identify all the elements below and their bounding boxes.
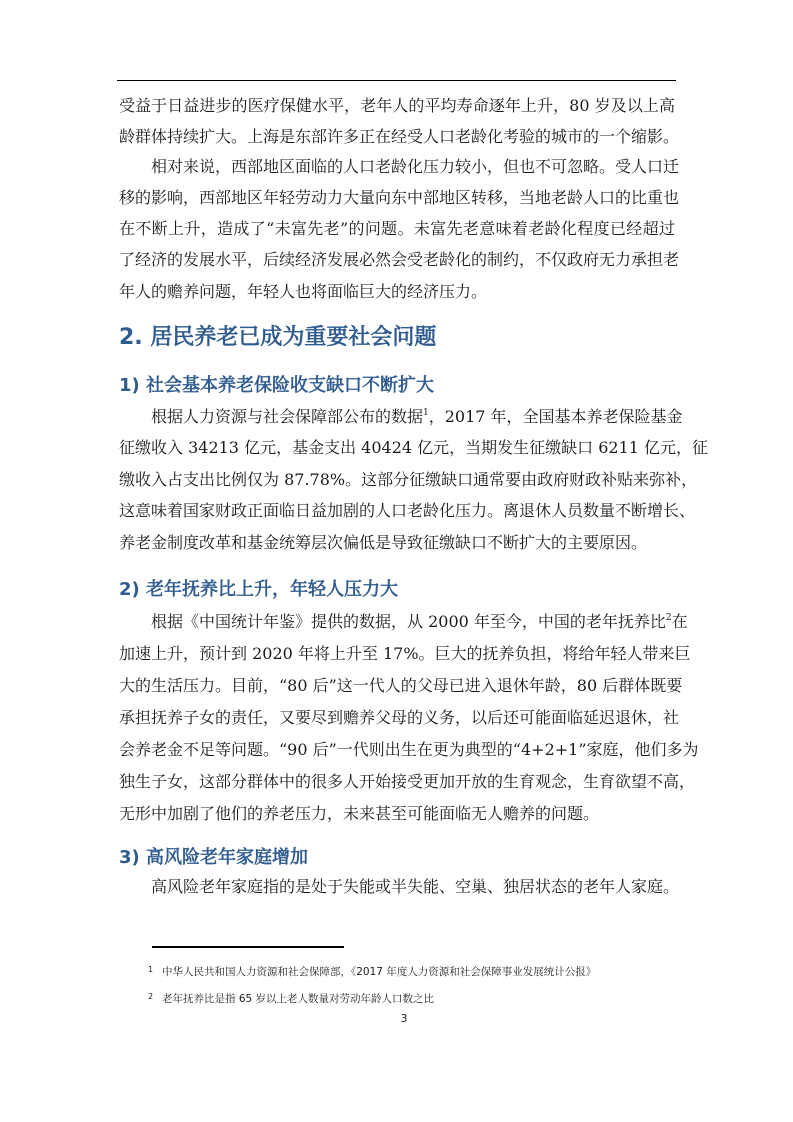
footnote-mark: 1 [148,965,154,974]
text-line [151,401,683,433]
subsection-heading-2: 2) 老年抚养比上升，年轻人压力大 [119,579,399,600]
footnote-2 [148,989,434,1005]
text-line: 龄群体持续扩大。上海是东部许多正在经受人口老龄化考验的城市的一个缩影。 [119,127,680,146]
text-line: 无形中加剧了他们的养老压力，未来甚至可能面临无人赡养的问题。 [119,804,600,823]
text-line: 相对来说，西部地区面临的人口老龄化压力较小，但也不可忽略。受人口迁 [151,157,680,176]
footnote-text: 老年抚养比是指 65 岁以上老人数量对劳动年龄人口数之比 [162,993,435,1005]
text-line: 征缴收入 34213 亿元，基金支出 40424 亿元，当期发生征缴缺口 6211 亿元，征 [119,438,709,457]
text-line: 大的生活压力。目前，“80 后”这一代人的父母已进入退休年龄，80 后群体既要 [119,676,683,695]
text-line [151,606,688,638]
text-line: 受益于日益进步的医疗保健水平，老年人的平均寿命逐年上升，80 岁及以上高 [119,96,675,115]
text-line: 高风险老年家庭指的是处于失能或半失能、空巢、独居状态的老年人家庭。 [151,877,680,896]
text-line: 会养老金不足等问题。“90 后”一代则出生在更为典型的“4+2+1”家庭，他们多为 [119,740,699,759]
text-line: 承担抚养子女的责任，又要尽到赡养父母的义务，以后还可能面临延迟退休，社 [119,708,680,727]
footnote-separator [152,946,344,948]
footnote-ref-2[interactable]: 2 [665,613,672,623]
text-line: 独生子女，这部分群体中的很多人开始接受更加开放的生育观念，生育欲望不高， [119,772,696,791]
text-line: 在不断上升，造成了“未富先老”的问题。未富先老意味着老龄化程度已经超过 [119,219,675,238]
text-line: 了经济的发展水平，后续经济发展必然会受老龄化的制约，不仅政府无力承担老 [119,250,680,269]
footnote-mark: 2 [148,992,154,1001]
text-line: 加速上升，预计到 2020 年将上升至 17%。巨大的抚养负担，将给年轻人带来巨 [119,644,691,663]
text-segment: 根据人力资源与社会保障部公布的数据 [151,407,424,426]
section-heading: 2. 居民养老已成为重要社会问题 [119,325,437,350]
footnote-1 [148,962,596,978]
header-rule [117,80,676,81]
text-segment: 根据《中国统计年鉴》提供的数据，从 2000 年至今，中国的老年抚养比 [151,612,666,631]
text-segment: ，2017 年，全国基本养老保险基金 [428,407,683,426]
footnote-ref-1[interactable]: 1 [423,408,429,418]
text-line: 这意味着国家财政正面临日益加剧的人口老龄化压力。离退休人员数量不断增长、 [119,501,696,520]
text-line: 移的影响，西部地区年轻劳动力大量向东中部地区转移，当地老龄人口的比重也 [119,188,680,207]
subsection-heading-3: 3) 高风险老年家庭增加 [119,847,309,868]
text-segment: 在 [671,612,688,631]
text-line: 养老金制度改革和基金统筹层次偏低是导致征缴缺口不断扩大的主要原因。 [119,533,648,552]
footnote-text: 中华人民共和国人力资源和社会保障部，《2017 年度人力资源和社会保障事业发展统计公报》 [162,966,597,978]
text-line: 年人的赡养问题，年轻人也将面临巨大的经济压力。 [119,282,488,301]
subsection-heading-1: 1) 社会基本养老保险收支缺口不断扩大 [119,375,435,396]
page-number: 3 [400,1012,408,1025]
text-line: 缴收入占支出比例仅为 87.78%。这部分征缴缺口通常要由政府财政补贴来弥补， [119,470,698,489]
